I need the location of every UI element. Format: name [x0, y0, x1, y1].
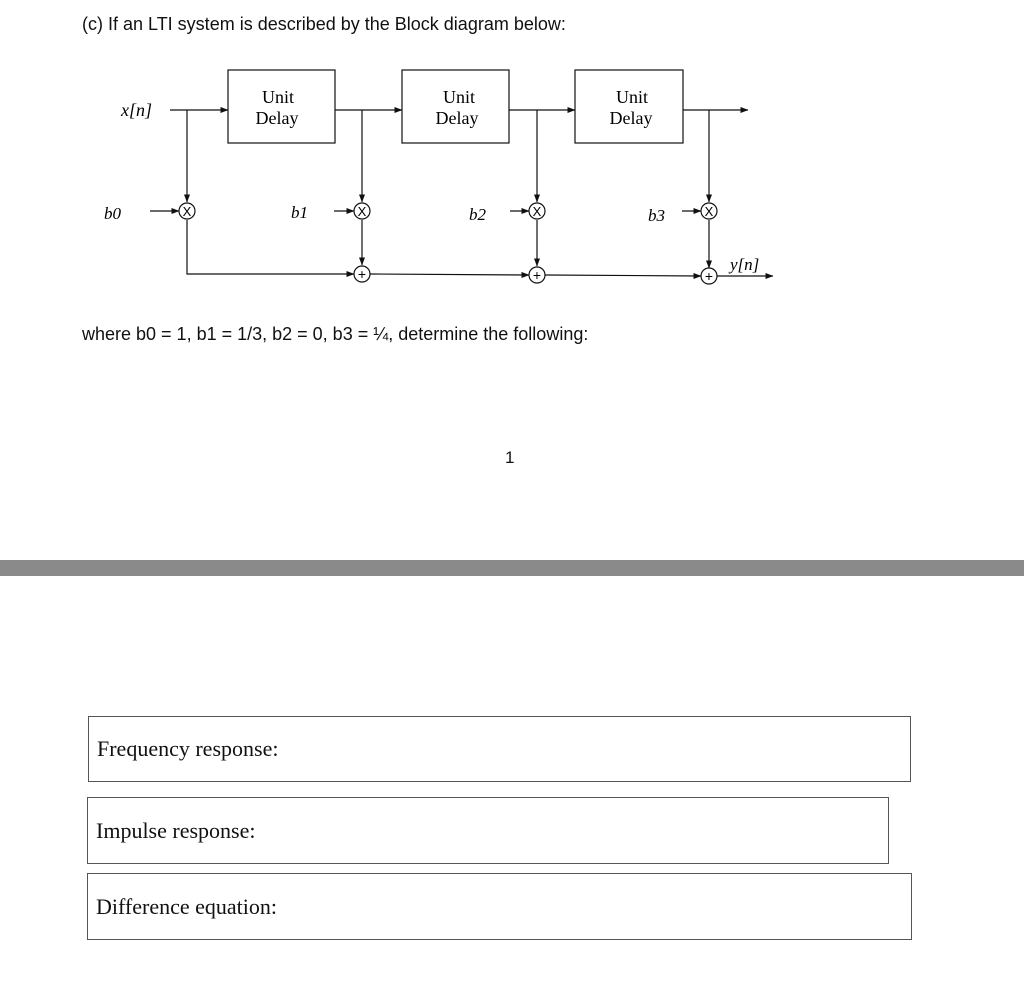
impulse-response-box[interactable] — [87, 797, 889, 864]
adder-node — [529, 267, 545, 283]
svg-text:Delay: Delay — [609, 108, 653, 128]
coefficient-label-b3: b3 — [648, 206, 665, 225]
svg-text:X: X — [532, 204, 542, 219]
svg-text:+: + — [357, 266, 367, 282]
adder-node — [354, 266, 370, 282]
svg-text:Unit: Unit — [442, 87, 476, 107]
multiplier-node — [354, 203, 370, 219]
adder-node — [701, 268, 717, 284]
svg-text:X: X — [704, 204, 714, 219]
output-label: y[n] — [730, 255, 760, 274]
svg-text:+: + — [532, 267, 542, 283]
frequency-response-label: Frequency response: — [97, 736, 279, 761]
svg-text:Delay: Delay — [435, 108, 479, 128]
difference-equation-box[interactable] — [87, 873, 912, 940]
input-label: x[n] — [121, 100, 152, 120]
difference-equation-label: Difference equation: — [96, 893, 278, 919]
parameters-text: where b0 = 1, b1 = 1/3, b2 = 0, b3 = ¼, determine the following: — [82, 324, 589, 344]
frequency-response-box[interactable] — [88, 716, 911, 782]
multiplier-node — [701, 203, 717, 219]
page-number: 1 — [505, 448, 515, 467]
coefficient-label-b2: b2 — [469, 205, 486, 224]
page-separator — [0, 560, 1024, 576]
svg-text:Unit: Unit — [261, 87, 295, 107]
coefficient-label-b0: b0 — [104, 204, 121, 223]
multiplier-node — [529, 203, 545, 219]
block-diagram — [0, 0, 1024, 300]
unit-delay-block — [402, 70, 509, 143]
multiplier-node — [179, 203, 195, 219]
question-heading: (c) If an LTI system is described by the Block diagram below: — [82, 14, 566, 34]
unit-delay-block — [575, 70, 683, 143]
coefficient-label-b1: b1 — [291, 203, 308, 222]
svg-text:X: X — [357, 204, 367, 219]
svg-text:X: X — [182, 204, 192, 219]
unit-delay-block — [228, 70, 335, 143]
svg-text:Unit: Unit — [615, 87, 649, 107]
svg-text:+: + — [704, 268, 714, 284]
impulse-response-label: Impulse response: — [96, 817, 256, 843]
svg-text:Delay: Delay — [255, 108, 299, 128]
